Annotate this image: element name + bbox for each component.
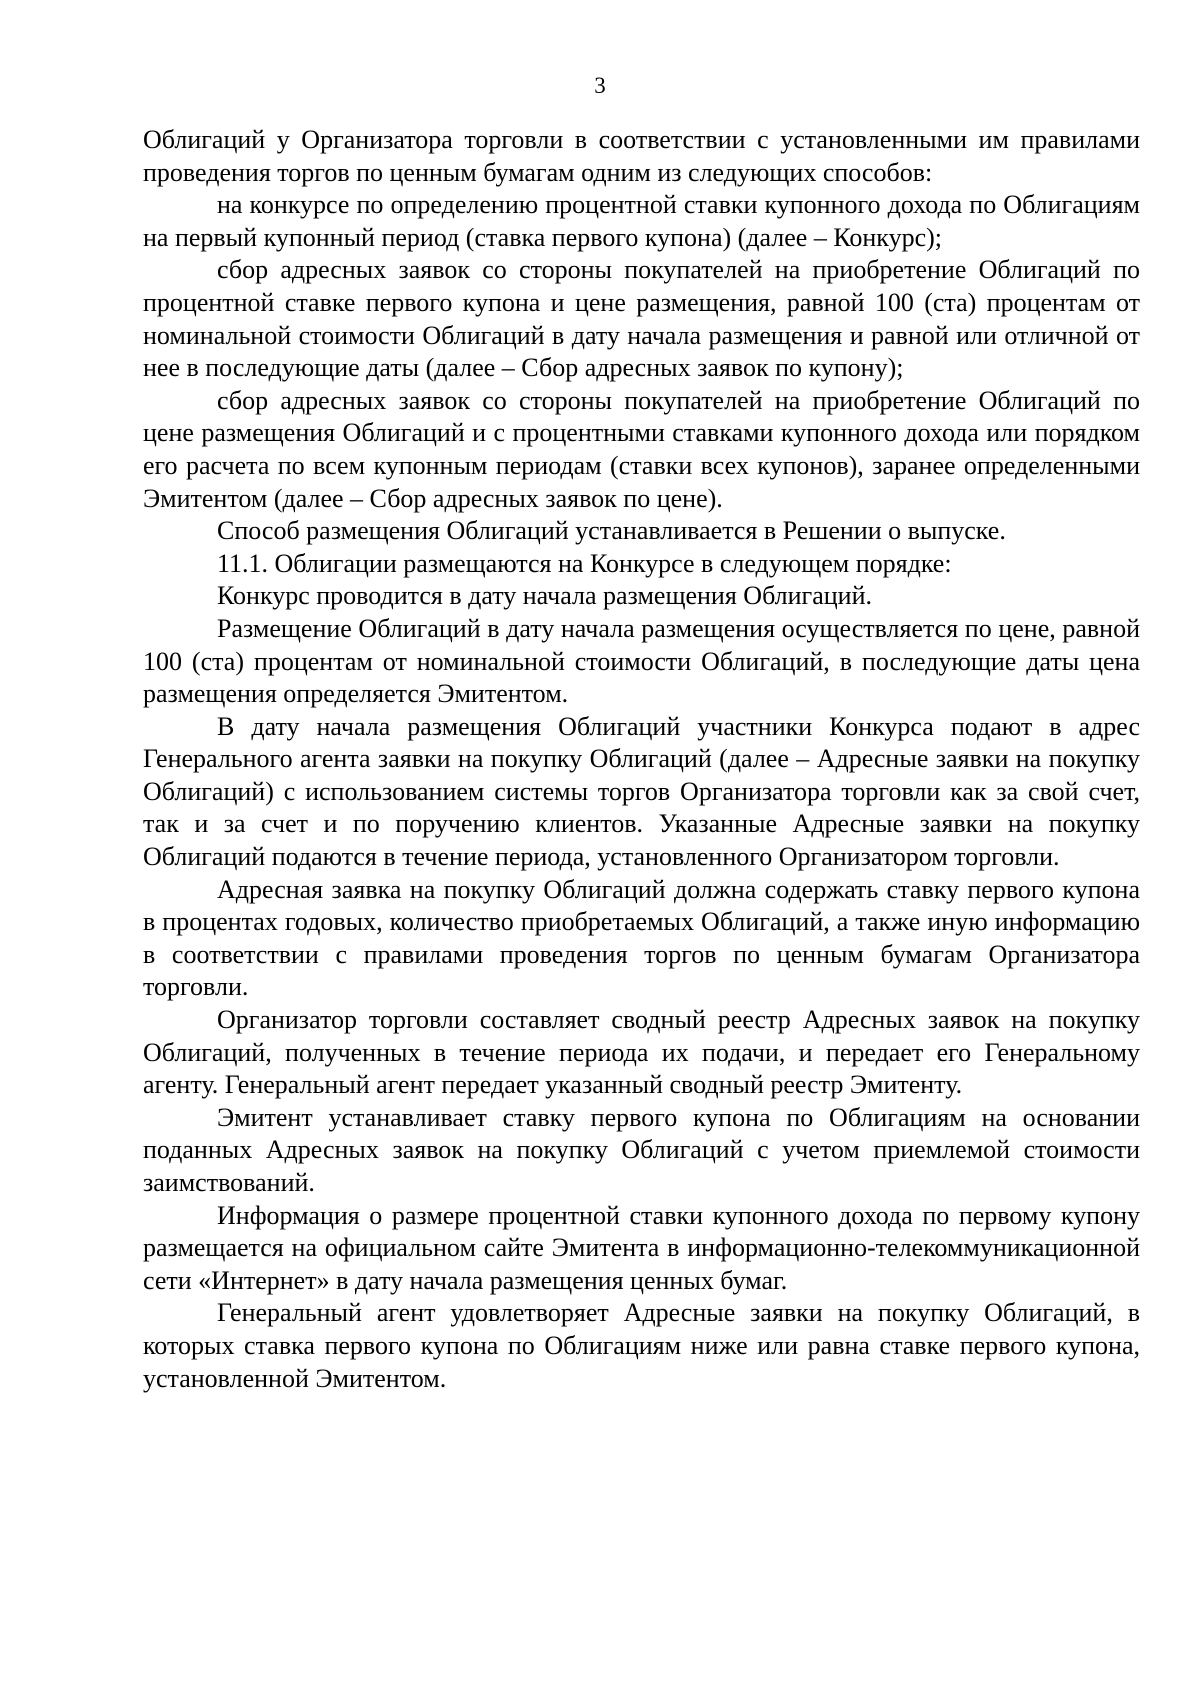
section-heading: 11.1. Облигации размещаются на Конкурсе в следующем порядке:	[217, 548, 952, 578]
paragraph: на конкурсе по определению процентной ставки купонного дохода по Облигациям на первый купонный период (ставка первого купона) (далее – Конкурс);	[143, 190, 1140, 252]
paragraph: Генеральный агент удовлетворяет Адресные заявки на покупку Облигаций, в которых ставка первого купона по Облигациям ниже или равна ставке первого купона, установленной Эмитентом.	[143, 1298, 1140, 1393]
paragraph: Способ размещения Облигаций устанавливается в Решении о выпуске.	[217, 516, 1006, 546]
paragraph: Информация о размере процентной ставки купонного дохода по первому купону размещается на официальном сайте Эмитента в информационно-телекоммуникационной сети «Интернет» в дату начала размещения ценных бумаг.	[143, 1200, 1140, 1295]
paragraph: Конкурс проводится в дату начала размещения Облигаций.	[217, 581, 872, 611]
paragraph: Размещение Облигаций в дату начала размещения осуществляется по цене, равной 100 (ста) процентам от номинальной стоимости Облигаций, в последующие даты цена размещения определяется Эмитентом.	[143, 613, 1140, 709]
paragraph: Организатор торговли составляет сводный реестр Адресных заявок на покупку Облигаций, полученных в течение периода их подачи, и передает его Генеральному агенту. Генеральный агент передает указанный сводный реестр Эмитенту.	[143, 1005, 1140, 1100]
page-number: 3	[594, 73, 606, 98]
paragraph: сбор адресных заявок со стороны покупателей на приобретение Облигаций по процентной ставке первого купона и цене размещения, равной 100 (ста) процентам от номинальной стоимости Облигаций в дату начала размещения и равной или отличной от нее в последующие даты (далее – Сбор адресных заявок по купону);	[143, 255, 1140, 383]
paragraph: Облигаций у Организатора торговли в соответствии с установленными им правилами проведения торгов по ценным бумагам одним из следующих способов:	[143, 125, 1140, 187]
document-body	[143, 124, 1140, 1395]
paragraph: Эмитент устанавливает ставку первого купона по Облигациям на основании поданных Адресных заявок на покупку Облигаций с учетом приемлемой стоимости заимствований.	[143, 1102, 1140, 1197]
paragraph: сбор адресных заявок со стороны покупателей на приобретение Облигаций по цене размещения Облигаций и с процентными ставками купонного дохода или порядком его расчета по всем купонным периодам (ставки всех купонов), заранее определенными Эмитентом (далее – Сбор адресных заявок по цене).	[143, 385, 1140, 513]
paragraph: Адресная заявка на покупку Облигаций должна содержать ставку первого купона в процентах годовых, количество приобретаемых Облигаций, а также иную информацию в соответствии с правилами проведения торгов по ценным бумагам Организатора торговли.	[143, 874, 1140, 1002]
paragraph: В дату начала размещения Облигаций участники Конкурса подают в адрес Генерального агента заявки на покупку Облигаций (далее – Адресные заявки на покупку Облигаций) с использованием системы торгов Организатора торговли как за свой счет, так и за счет и по поручению клиентов. Указанные Адресные заявки на покупку Облигаций подаются в течение периода, установленного Организатором торговли.	[143, 711, 1140, 872]
